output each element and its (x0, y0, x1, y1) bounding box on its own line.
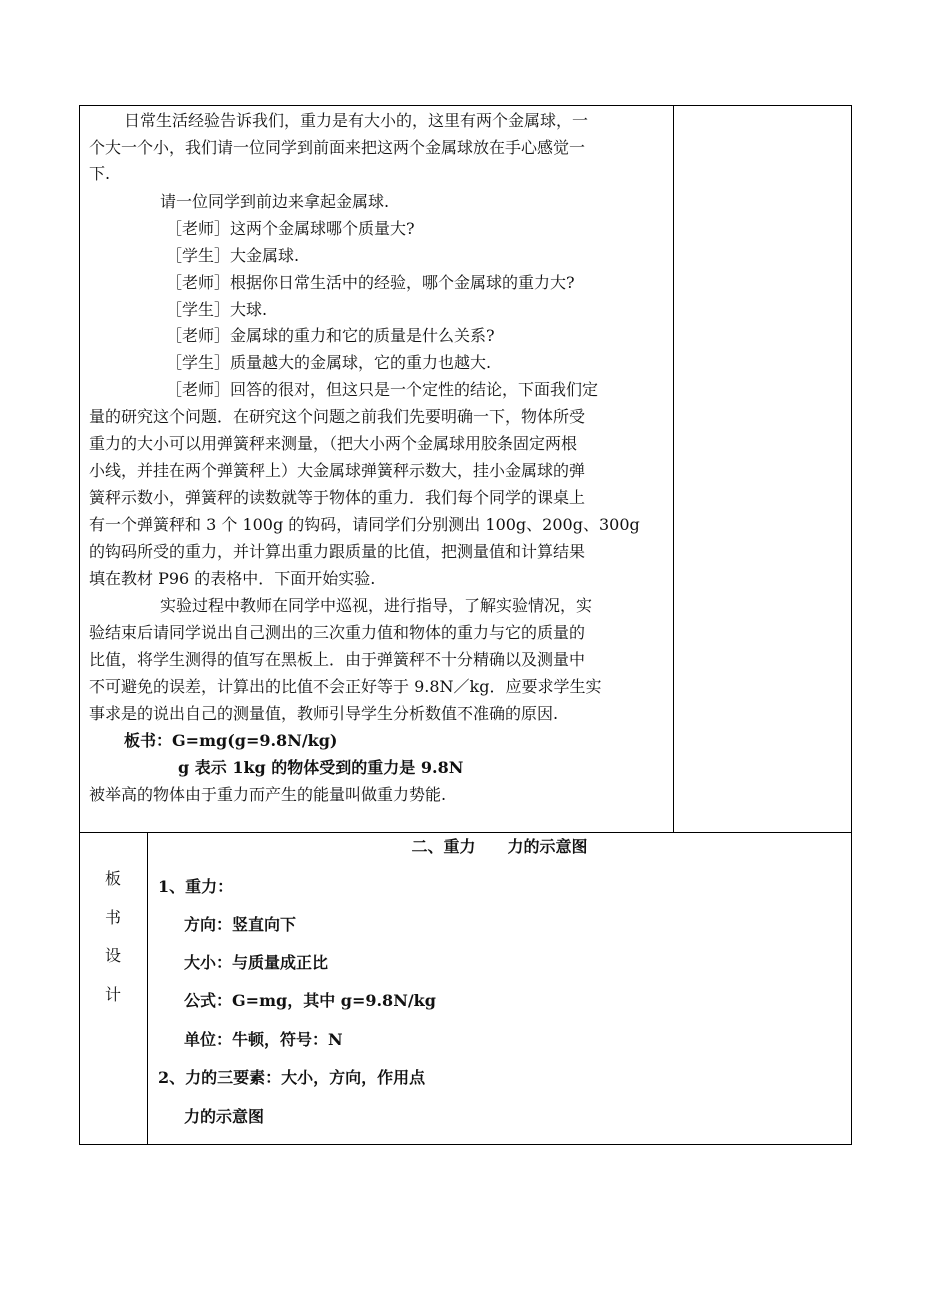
potential-energy-definition: 被举高的物体由于重力而产生的能量叫做重力势能. (89, 785, 447, 804)
experiment-line: 事求是的说出自己的测量值，教师引导学生分析数值不准确的原因. (89, 704, 559, 723)
board-formula: 板书：G=mg(g=9.8N/kg) (124, 731, 338, 750)
teacher-line: 小线，并挂在两个弹簧秤上）大金属球弹簧秤示数大，挂小金属球的弹 (89, 461, 586, 480)
intro-line-2: 个大一个小，我们请一位同学到前面来把这两个金属球放在手心感觉一 (89, 138, 586, 157)
teacher-line: 簧秤示数小，弹簧秤的读数就等于物体的重力．我们每个同学的课桌上 (89, 488, 586, 507)
teacher-line: 的钩码所受的重力，并计算出重力跟质量的比值，把测量值和计算结果 (89, 542, 586, 561)
notes-column-divider (673, 105, 674, 833)
board-item: 2、力的三要素：大小，方向，作用点 (158, 1068, 426, 1087)
experiment-line: 验结束后请同学说出自己测出的三次重力值和物体的重力与它的质量的 (89, 623, 586, 642)
experiment-line: 实验过程中教师在同学中巡视，进行指导，了解实验情况，实 (160, 596, 593, 615)
teacher-line: 量的研究这个问题．在研究这个问题之前我们先要明确一下，物体所受 (89, 407, 586, 426)
intro-line-1: 日常生活经验告诉我们，重力是有大小的，这里有两个金属球，一 (124, 111, 589, 130)
experiment-line: 不可避免的误差，计算出的比值不会正好等于 9.8N／kg．应要求学生实 (89, 677, 602, 696)
board-design-label (79, 833, 147, 1145)
dialogue-line: ［老师］这两个金属球哪个质量大? (166, 219, 415, 238)
board-item: 大小：与质量成正比 (184, 953, 329, 972)
teacher-line: ［老师］回答的很对，但这只是一个定性的结论，下面我们定 (166, 380, 599, 399)
experiment-line: 比值，将学生测得的值写在黑板上．由于弹簧秤不十分精确以及测量中 (89, 650, 586, 669)
board-title: 二、重力 力的示意图 (411, 837, 588, 856)
board-item: 单位：牛顿，符号：N (184, 1030, 343, 1049)
board-item: 公式：G=mg，其中 g=9.8N/kg (184, 991, 436, 1010)
board-item: 1、重力： (158, 877, 234, 896)
teacher-line: 重力的大小可以用弹簧秤来测量，（把大小两个金属球用胶条固定两根 (89, 434, 578, 453)
dialogue-line: ［老师］金属球的重力和它的质量是什么关系? (166, 326, 495, 345)
dialogue-line: ［学生］大金属球. (166, 246, 300, 265)
label-char: 板 (104, 869, 121, 888)
board-item: 方向：竖直向下 (184, 915, 297, 934)
teacher-line: 有一个弹簧秤和 3 个 100g 的钩码，请同学们分别测出 100g、200g、300g (89, 515, 640, 534)
board-item: 力的示意图 (184, 1107, 265, 1126)
label-char: 书 (104, 908, 121, 927)
row-divider (79, 832, 852, 833)
intro-line-3: 下. (89, 164, 111, 183)
board-label-column-divider (147, 833, 148, 1145)
dialogue-line: ［学生］质量越大的金属球，它的重力也越大. (166, 353, 492, 372)
teacher-line: 填在教材 P96 的表格中．下面开始实验. (89, 569, 376, 588)
instruction-line: 请一位同学到前边来拿起金属球. (160, 192, 390, 211)
label-char: 计 (104, 985, 121, 1004)
dialogue-line: ［学生］大球. (166, 300, 268, 319)
g-meaning: g 表示 1kg 的物体受到的重力是 9.8N (178, 758, 464, 777)
dialogue-line: ［老师］根据你日常生活中的经验，哪个金属球的重力大? (166, 273, 575, 292)
label-char: 设 (104, 946, 121, 965)
